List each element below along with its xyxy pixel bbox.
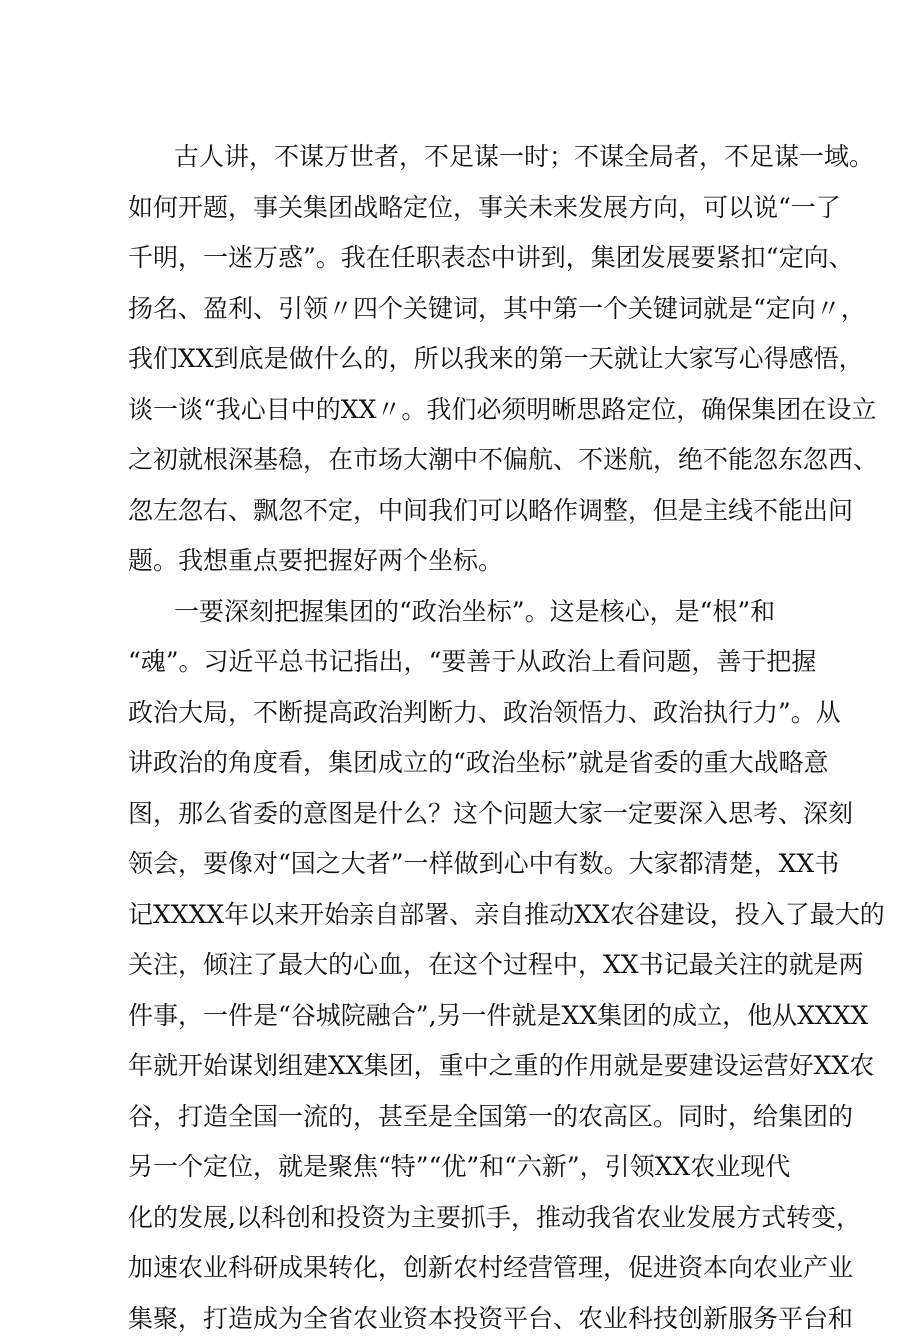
paragraph-political-coordinate — [128, 587, 808, 1344]
text-line: “魂”。习近平总书记指出，“要善于从政治上看问题，善于把握 — [128, 637, 808, 688]
text-line: 加速农业科研成果转化，创新农村经营管理，促进资本向农业产业 — [128, 1243, 808, 1294]
text-line: 我们XX到底是做什么的，所以我来的第一天就让大家写心得感悟， — [128, 334, 808, 385]
text-line: 千明，一迷万惑”。我在任职表态中讲到，集团发展要紧扣“定向、 — [128, 233, 808, 284]
text-line: 如何开题，事关集团战略定位，事关未来发展方向，可以说“一了 — [128, 183, 808, 234]
text-line: 古人讲，不谋万世者，不足谋一时；不谋全局者，不足谋一域。 — [128, 132, 808, 183]
text-line: 另一个定位，就是聚焦“特”“优”和“六新”，引领XX农业现代 — [128, 1142, 808, 1193]
text-line: 记XXXX年以来开始亲自部署、亲自推动XX农谷建设，投入了最大的 — [128, 890, 808, 941]
text-line: 谷，打造全国一流的，甚至是全国第一的农高区。同时，给集团的 — [128, 1092, 808, 1143]
text-line: 之初就根深基稳，在市场大潮中不偏航、不迷航，绝不能忽东忽西、 — [128, 435, 808, 486]
document-body — [128, 132, 808, 1344]
text-line: 件事，一件是“谷城院融合”,另一件就是XX集团的成立，他从XXXX — [128, 991, 808, 1042]
text-line: 一要深刻把握集团的“政治坐标”。这是核心，是“根”和 — [128, 587, 808, 638]
text-line: 题。我想重点要把握好两个坐标。 — [128, 536, 808, 587]
text-line: 图，那么省委的意图是什么？这个问题大家一定要深入思考、深刻 — [128, 789, 808, 840]
text-line: 年就开始谋划组建XX集团，重中之重的作用就是要建设运营好XX农 — [128, 1041, 808, 1092]
text-line: 谈一谈“我心目中的XX〃。我们必须明晰思路定位，确保集团在设立 — [128, 385, 808, 436]
text-line: 关注，倾注了最大的心血，在这个过程中，XX书记最关注的就是两 — [128, 940, 808, 991]
text-line: 讲政治的角度看，集团成立的“政治坐标”就是省委的重大战略意 — [128, 738, 808, 789]
text-line: 化的发展,以科创和投资为主要抓手，推动我省农业发展方式转变， — [128, 1193, 808, 1244]
paragraph-strategic-positioning — [128, 132, 808, 587]
text-line: 政治大局，不断提高政治判断力、政治领悟力、政治执行力”。从 — [128, 688, 808, 739]
text-line: 集聚，打造成为全省农业资本投资平台、农业科技创新服务平台和 — [128, 1294, 808, 1344]
text-line: 领会，要像对“国之大者”一样做到心中有数。大家都清楚，XX书 — [128, 839, 808, 890]
text-line: 扬名、盈利、引领〃四个关键词，其中第一个关键词就是“定向〃， — [128, 284, 808, 335]
text-line: 忽左忽右、飘忽不定，中间我们可以略作调整，但是主线不能出问 — [128, 486, 808, 537]
